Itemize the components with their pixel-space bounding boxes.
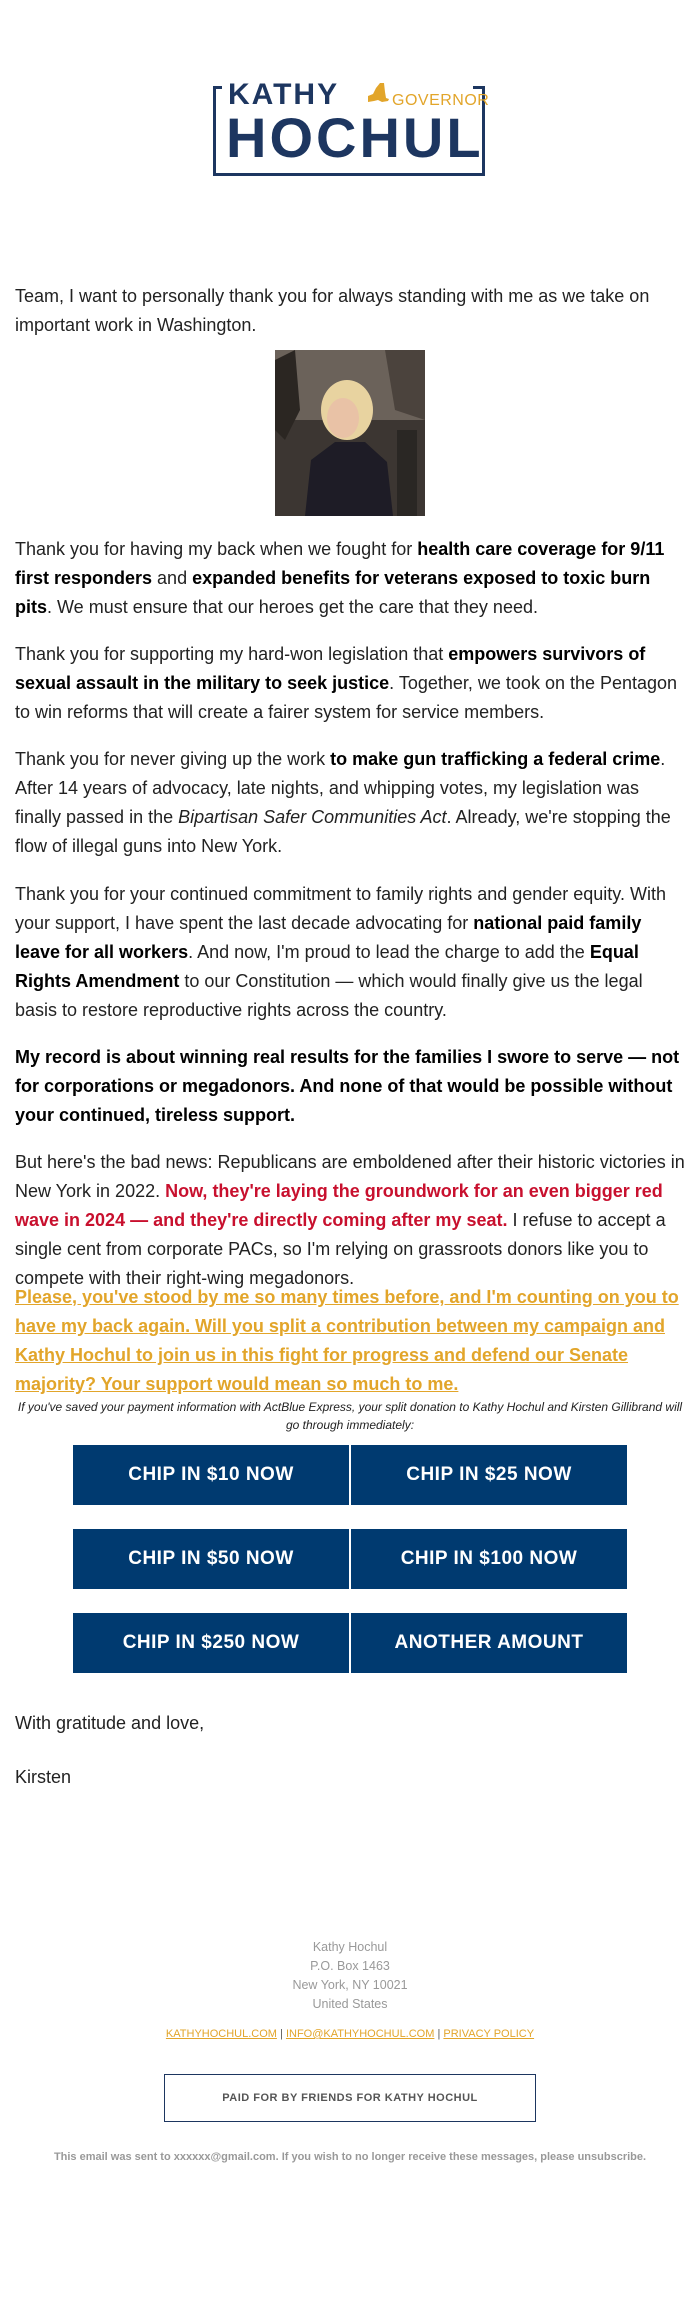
chip-in-10-button[interactable]: CHIP IN $10 NOW [73, 1445, 349, 1505]
p4-text-d: to our Constitution — which would finally give us the legal basis to restore reproductive rights across the country. [15, 971, 643, 1020]
unsubscribe-notice[interactable]: This email was sent to xxxxxx@gmail.com. If you wish to no longer receive these messages, please unsubscribe. [53, 2151, 647, 2163]
logo-last-name: HOCHUL [226, 106, 484, 169]
p6-red-text: Now, they're laying the groundwork for an even bigger red wave in 2024 — and they're directly coming after my seat. [15, 1181, 663, 1230]
ask-paragraph [15, 1283, 685, 1399]
logo-frame-right [473, 86, 485, 89]
p2-bold: empowers survivors of sexual assault in the military to seek justice [15, 644, 646, 693]
logo-first-name: KATHY [222, 78, 345, 112]
link-separator: | [280, 2028, 283, 2040]
paragraph-first-responders [15, 535, 685, 622]
paragraph-gun-trafficking [15, 745, 685, 861]
p3-text-c: . After 14 years of advocacy, late nights, and whipping votes, my legislation was finally passed in the [15, 749, 666, 827]
candidate-photo [275, 350, 425, 516]
p6-text-c: I refuse to accept a single cent from corporate PACs, so I'm relying on grassroots donors like you to compete with their right-wing megadonors. [15, 1210, 666, 1288]
site-link[interactable]: KATHYHOCHUL.COM [165, 2028, 277, 2040]
paragraph-bad-news [15, 1148, 685, 1293]
p4-bold-paid-leave: national paid family leave for all workers [15, 913, 642, 962]
p4-text-a: Thank you for your continued commitment to family rights and gender equity. With your support, I have spent the last decade advocating for [15, 884, 666, 933]
intro-paragraph: Team, I want to personally thank you for always standing with me as we take on important work in Washington. [15, 286, 650, 335]
p4-text-c: . And now, I'm proud to lead the charge to add the [188, 942, 590, 962]
p1-text-a: Thank you for having my back when we fought for [15, 539, 418, 559]
link-separator: | [437, 2028, 441, 2040]
paragraph-family-rights [15, 880, 685, 1025]
p2-text-a: Thank you for supporting my hard-won legislation that [15, 644, 449, 664]
p4-bold-era: Equal Rights Amendment [15, 942, 639, 991]
chip-in-250-button[interactable]: CHIP IN $250 NOW [73, 1613, 349, 1673]
footer-name: Kathy Hochul [312, 1940, 388, 1954]
chip-in-50-button[interactable]: CHIP IN $50 NOW [73, 1529, 349, 1589]
signoff: With gratitude and love, [15, 1713, 205, 1733]
p5-bold: My record is about winning real results for the families I swore to serve — not for corporations or megadonors. And none of that would be possible without your continued, tireless support. [15, 1047, 680, 1125]
footer-country: United States [312, 1997, 388, 2011]
ask-link[interactable]: Please, you've stood by me so many times before, and I'm counting on you to have my back again. Will you split a contribution between my campaign and Kathy Hochul to join us in this fight for progress and defend our Senate majority? Your support would mean so much to me. [15, 1287, 679, 1394]
another-amount-button[interactable]: ANOTHER AMOUNT [351, 1613, 627, 1673]
p3-text-d: . Already, we're stopping the flow of illegal guns into New York. [15, 807, 671, 856]
p1-bold-veterans: expanded benefits for veterans exposed to toxic burn pits [15, 568, 651, 617]
p3-bold: to make gun trafficking a federal crime [330, 749, 661, 769]
photo-illustration [275, 350, 425, 516]
p3-text-a: Thank you for never giving up the work [15, 749, 331, 769]
footer-links [0, 2028, 700, 2040]
p1-text-d: . We must ensure that our heroes get the care that they need. [47, 597, 538, 617]
paragraph-record [15, 1043, 685, 1130]
campaign-logo[interactable] [213, 78, 490, 176]
new-york-state-icon [364, 82, 390, 104]
logo-title: GOVERNOR [392, 92, 490, 109]
privacy-policy-link[interactable]: PRIVACY POLICY [443, 2028, 535, 2040]
paragraph-military-justice [15, 640, 685, 727]
chip-in-25-button[interactable]: CHIP IN $25 NOW [351, 1445, 627, 1505]
p1-bold-health-care: health care coverage for 9/11 first responders [15, 539, 665, 588]
footer-city: New York, NY 10021 [292, 1978, 408, 1992]
p6-text-a: But here's the bad news: Republicans are emboldened after their historic victories in New York in 2022. [15, 1152, 685, 1201]
email-link[interactable]: INFO@KATHYHOCHUL.COM [285, 2028, 435, 2040]
paid-for-by-box: PAID FOR BY FRIENDS FOR KATHY HOCHUL [164, 2074, 536, 2122]
p1-text-c: and [152, 568, 193, 588]
actblue-note: If you've saved your payment information with ActBlue Express, your split donation to Kathy Hochul and Kirsten Gillibrand will go through immediately: [17, 1400, 683, 1432]
p3-italic-act: Bipartisan Safer Communities Act [178, 807, 447, 827]
chip-in-100-button[interactable]: CHIP IN $100 NOW [351, 1529, 627, 1589]
p2-text-c: . Together, we took on the Pentagon to win reforms that will create a fairer system for service members. [15, 673, 678, 722]
signature: Kirsten [15, 1767, 72, 1787]
footer-po-box: P.O. Box 1463 [310, 1959, 390, 1973]
